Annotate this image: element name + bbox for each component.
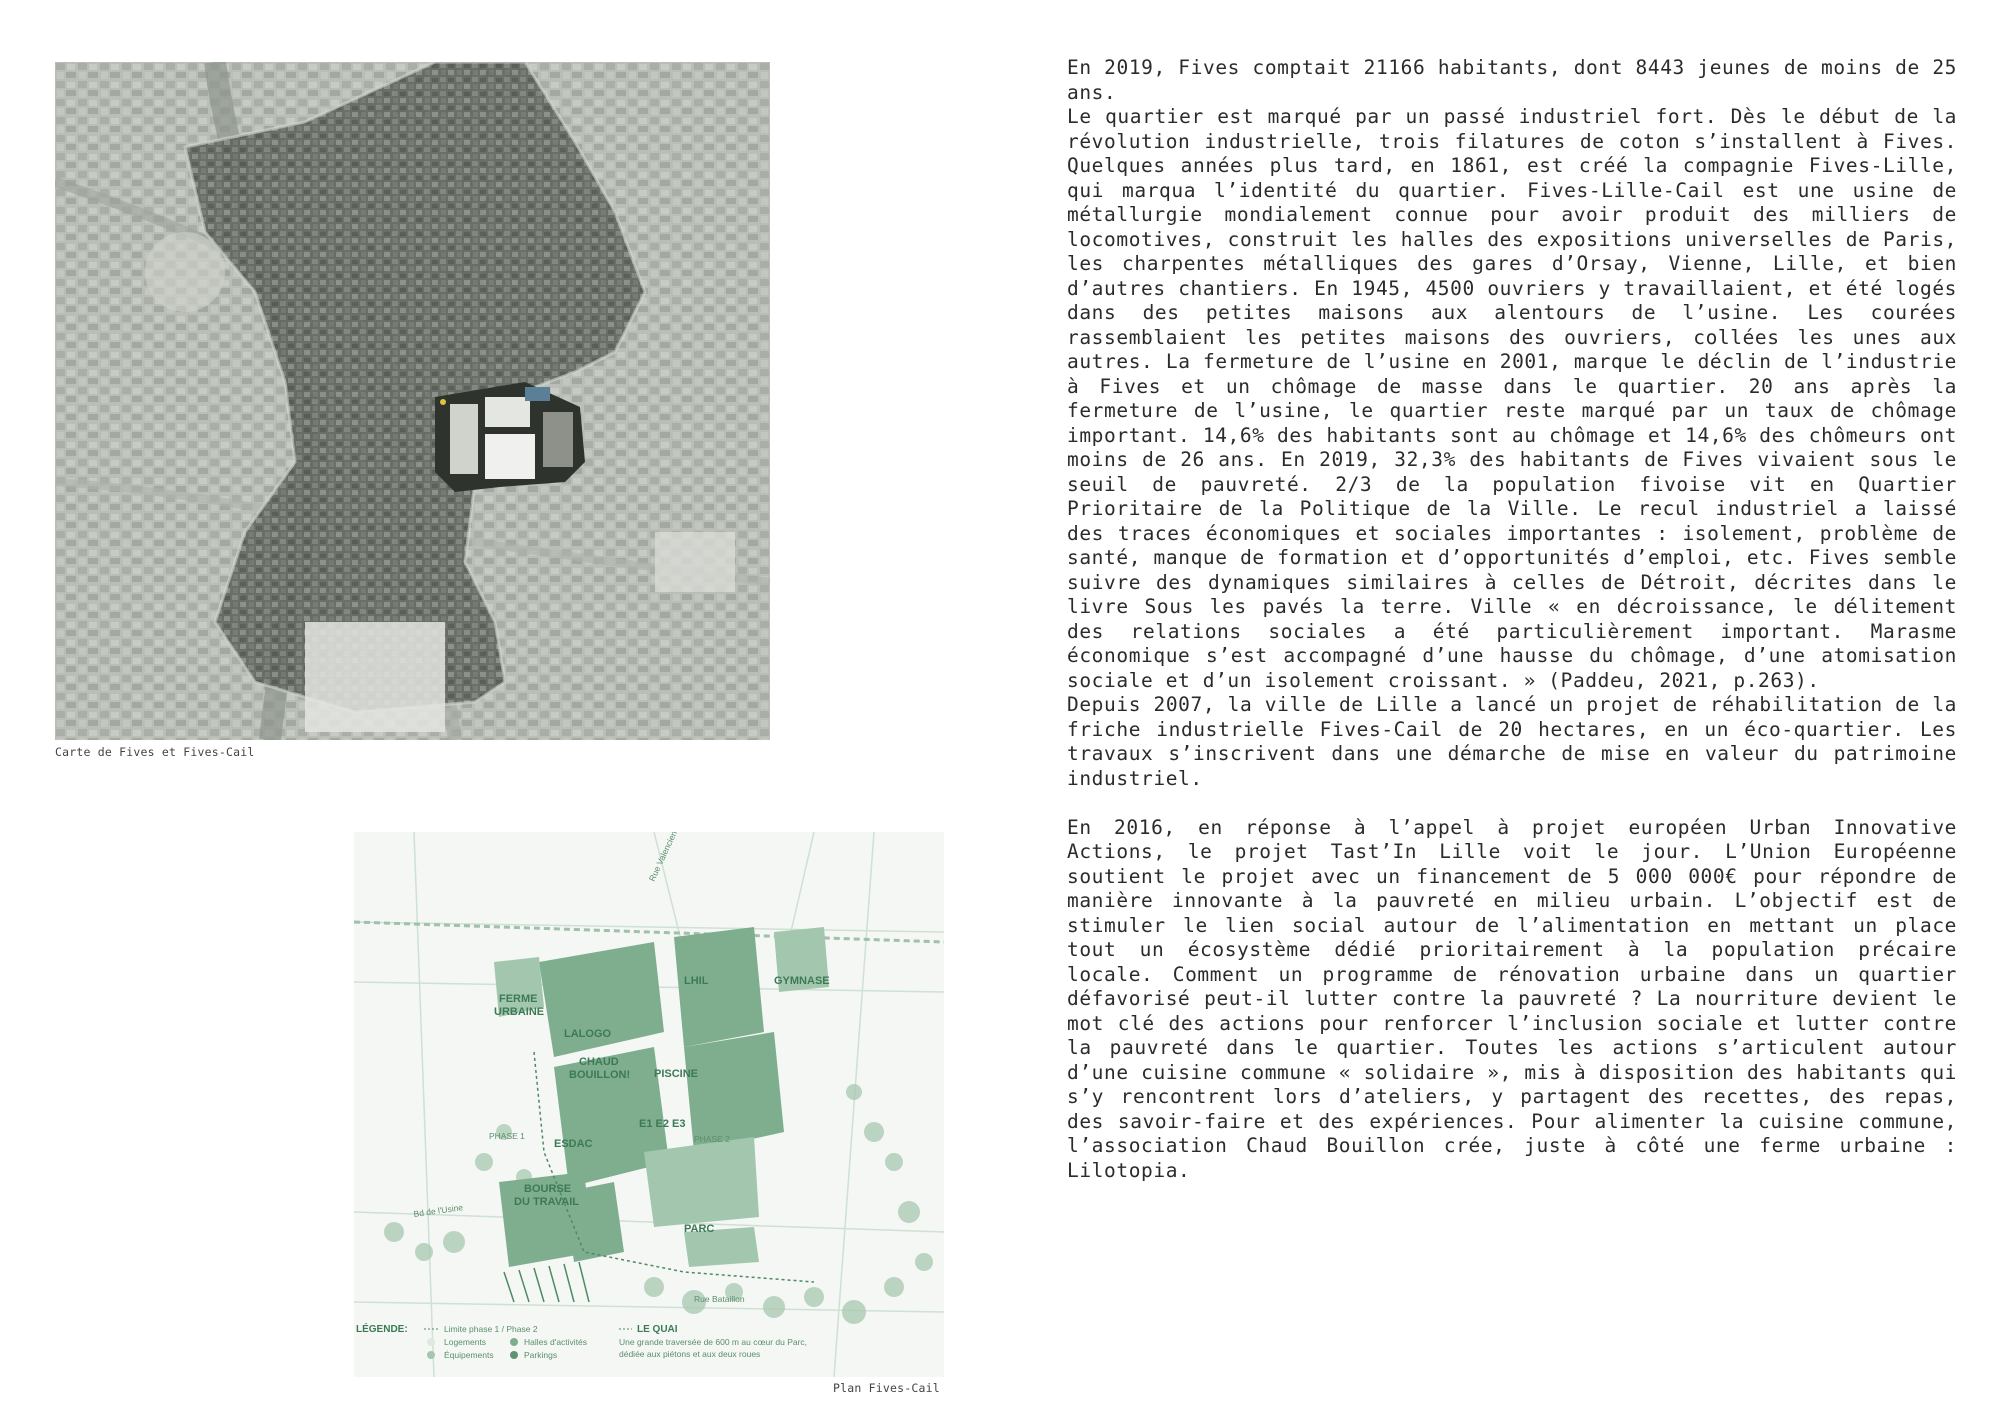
paragraph-3: Depuis 2007, la ville de Lille a lancé un projet de réhabilitation de la friche industrielle Fives-Cail de 20 hectares, en un éco-quartier. Les travaux s’inscrivent dans une démarche de mise en valeur du patrimoine industriel.: [1067, 693, 1957, 790]
legend-parkings: Parkings: [524, 1350, 558, 1360]
legend-logements: Logements: [444, 1337, 487, 1347]
legend-quai-desc-1: Une grande traversée de 600 m au cœur du Parc,: [619, 1337, 808, 1347]
legend-title: LÉGENDE:: [356, 1324, 408, 1335]
label-chaud-2: BOUILLON!: [569, 1069, 631, 1081]
legend-equipements: Équipements: [444, 1350, 494, 1360]
label-phase1: PHASE 1: [489, 1131, 525, 1141]
label-parc: PARC: [684, 1223, 715, 1235]
aerial-map: [55, 62, 770, 740]
legend-limit: Limite phase 1 / Phase 2: [444, 1324, 538, 1334]
label-lalogo: LALOGO: [564, 1028, 612, 1040]
label-bourse-1: BOURSE: [524, 1183, 572, 1195]
label-rue-bottom: Rue Bataillon: [694, 1294, 745, 1304]
label-lhil: LHIL: [684, 975, 709, 987]
legend-halles: Halles d'activités: [524, 1337, 588, 1347]
body-text: [1067, 56, 1957, 1183]
paragraph-2: Le quartier est marqué par un passé industriel fort. Dès le début de la révolution industrielle, trois filatures de coton s’installent à Fives. Quelques années plus tard, en 1861, est créé la compagnie Fives-Lille, qui marqua l’identité du quartier. Fives-Lille-Cail est une usine de métallurgie mondialement connue pour avoir produit des milliers de locomotives, construit les halles des expositions universelles de Paris, les charpentes métalliques des gares d’Orsay, Vienne, Lille, et bien d’autres chantiers. En 1945, 4500 ouvriers y travaillaient, et été logés dans des petites maisons aux alentours de l’usine. Les courées rassemblaient les petites maisons des ouvriers, collées les unes aux autres. La fermeture de l’usine en 2001, marque le déclin de l’industrie à Fives et un chômage de masse dans le quartier. 20 ans après la fermeture de l’usine, le quartier reste marqué par un taux de chômage important. 14,6% des habitants sont au chômage et 14,6% des chômeurs ont moins de 26 ans. En 2019, 32,3% des habitants de Fives vivaient sous le seuil de pauvreté. 2/3 de la population fivoise vit en Quartier Prioritaire de la Politique de la Ville. Le recul industriel a laissé des traces économiques et sociales importantes : isolement, problème de santé, manque de formation et d’opportunités d’emploi, etc. Fives semble suivre des dynamiques similaires à celles de Détroit, décrites dans le livre Sous les pavés la terre. Ville « en décroissance, le délitement des relations sociales a été particulièrement important. Marasme économique s’est accompagné d’une hausse du chômage, d’une atomisation sociale et d’un isolement croissant. » (Paddeu, 2021, p.263).: [1067, 105, 1957, 692]
label-chaud-1: CHAUD: [579, 1056, 619, 1068]
label-piscine: PISCINE: [654, 1068, 699, 1080]
aerial-map-caption: Carte de Fives et Fives-Cail: [55, 745, 255, 759]
plan-caption: Plan Fives-Cail: [833, 1381, 940, 1395]
label-esdac: ESDAC: [554, 1138, 593, 1150]
label-gymnase: GYMNASE: [774, 975, 830, 987]
paragraph-4: En 2016, en réponse à l’appel à projet européen Urban Innovative Actions, le projet Tast’In Lille voit le jour. L’Union Européenne soutient le projet avec un financement de 5 000 000€ pour répondre de manière innovante à la pauvreté en milieu urbain. L’objectif est de stimuler le lien social autour de l’alimentation en mettant un place tout un écosystème dédié prioritairement à la population précaire locale. Comment un programme de rénovation urbaine dans un quartier défavorisé peut-il lutter contre la pauvreté ? La nourriture devient le mot clé des actions pour renforcer l’inclusion sociale et lutter contre la pauvreté dans le quartier. Toutes les actions s’articulent autour d’une cuisine commune « solidaire », mis à disposition des habitants qui s’y rencontrent lors d’ateliers, y partagent des recettes, des repas, des savoir-faire et des expériences. Pour alimenter la cuisine commune, l’association Chaud Bouillon crée, juste à côté une ferme urbaine : Lilotopia.: [1067, 815, 1957, 1182]
label-rue-top: Rue Valenciennes: [646, 832, 685, 883]
label-phase2: PHASE 2: [694, 1134, 730, 1144]
legend-quai-desc-2: dédiée aux piétons et aux deux roues: [619, 1349, 761, 1359]
label-ferme-2: URBAINE: [494, 1006, 545, 1018]
label-ferme-1: FERME: [499, 993, 538, 1005]
label-bd: Bd de l'Usine: [412, 1202, 464, 1219]
legend-quai-title: LE QUAI: [637, 1324, 678, 1335]
label-e1e2e3: E1 E2 E3: [639, 1118, 686, 1130]
label-bourse-2: DU TRAVAIL: [514, 1196, 579, 1208]
plan-fives-cail: [354, 832, 944, 1377]
paragraph-1: En 2019, Fives comptait 21166 habitants, dont 8443 jeunes de moins de 25 ans.: [1067, 56, 1957, 104]
